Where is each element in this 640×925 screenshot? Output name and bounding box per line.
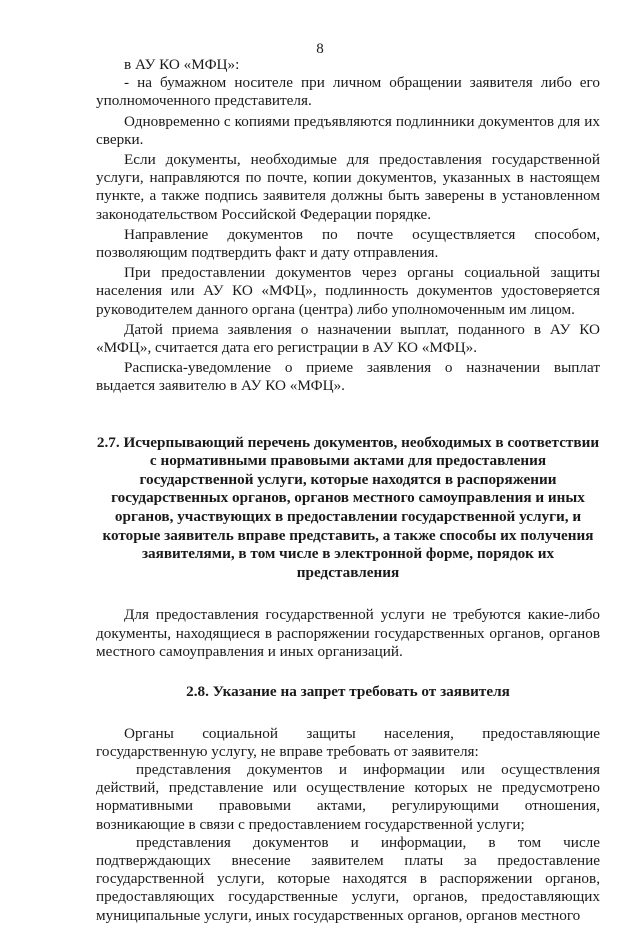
paragraph: представления документов и информации или осуществления действий, представление или осуществление которых не предусмотрено нормативными правовыми актами, регулирующими отношения, возникающие в связи с предоставлением государственной услуги;	[96, 761, 600, 833]
paragraph: Если документы, необходимые для предоставления государственной услуги, направляются по почте, копии документов, указанных в настоящем пункте, а также подпись заявителя должны быть заверены в установленном законодательством Российской Федерации порядке.	[96, 151, 600, 223]
paragraph: Датой приема заявления о назначении выплат, поданного в АУ КО «МФЦ», считается дата его регистрации в АУ КО «МФЦ».	[96, 320, 600, 357]
paragraph: Расписка-уведомление о приеме заявления о назначении выплат выдается заявителю в АУ КО «МФЦ».	[96, 359, 600, 395]
paragraph: - на бумажном носителе при личном обращении заявителя либо его уполномоченного представителя.	[96, 74, 600, 110]
paragraph: При предоставлении документов через органы социальной защиты населения или АУ КО «МФЦ», подлинность документов удостоверяется руководителем данного органа (центра) либо уполномоченным им лицом.	[96, 264, 600, 318]
section-heading-2-8: 2.8. Указание на запрет требовать от заявителя	[186, 683, 510, 701]
paragraph: Органы социальной защиты населения, предоставляющие государственную услугу, не вправе требовать от заявителя:	[96, 724, 600, 760]
page-body	[96, 56, 600, 925]
paragraph: представления документов и информации, в том числе подтверждающих внесение заявителем платы за предоставление государственной услуги, которые находятся в распоряжении органов, предоставляющих государственные услуги, органов, предоставляющих муниципальные услуги, иных государственных органов, органов местного	[96, 833, 600, 924]
paragraph: Направление документов по почте осуществляется способом, позволяющим подтвердить факт и дату отправления.	[96, 225, 600, 262]
paragraph: в АУ КО «МФЦ»:	[124, 56, 240, 73]
page-number: 8	[316, 41, 324, 57]
paragraph: Для предоставления государственной услуги не требуются какие-либо документы, находящиеся в распоряжении государственных органов, органов местного самоуправления и иных организаций.	[96, 606, 600, 660]
section-heading-2-7: 2.7. Исчерпывающий перечень документов, необходимых в соответствии с нормативными правовыми актами для предоставления государственной услуги, которые находятся в распоряжении государственных органов, органов местного самоуправления и иных органов, участвующих в предоставлении государственной услуги, и которые заявитель вправе представить, а также способы их получения заявителями, в том числе в электронной форме, порядок их представления	[96, 433, 600, 581]
paragraph: Одновременно с копиями предъявляются подлинники документов для их сверки.	[96, 112, 600, 148]
